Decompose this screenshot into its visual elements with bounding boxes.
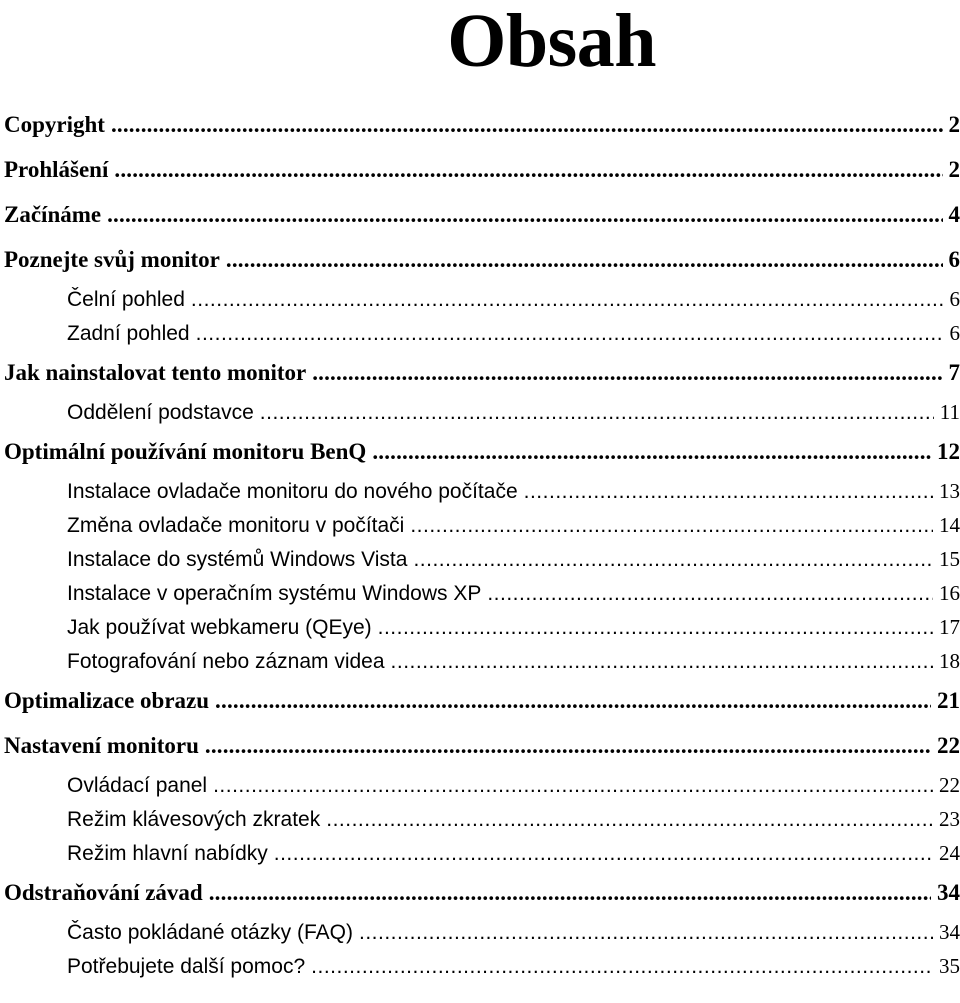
dot-leader [107,192,942,237]
toc-entry-page: 13 [939,479,960,503]
toc-entry-dalsi-pomoc[interactable] [4,949,960,983]
dot-leader [111,102,943,147]
toc-entry-label: Režim klávesových zkratek [67,808,321,831]
dot-leader [359,916,933,949]
dot-leader [413,543,933,576]
toc-entry-optimalni-pouzivani[interactable] [4,429,960,474]
dot-leader [326,803,933,836]
toc-entry-page: 7 [948,360,960,385]
toc-entry-label: Jak nainstalovat tento monitor [4,360,307,385]
toc-entry-page: 6 [949,287,960,311]
dot-leader [260,396,934,429]
toc-entry-label: Potřebujete další pomoc? [67,955,306,978]
toc-entry-page: 22 [937,733,960,758]
toc-entry-page: 12 [937,439,960,464]
dot-leader [226,237,943,282]
toc-entry-label: Optimální používání monitoru BenQ [4,439,367,464]
toc-entry-zadni-pohled[interactable] [4,316,960,350]
toc-entry-zmena-ovladace[interactable] [4,508,960,542]
toc-entry-rezim-nabidky[interactable] [4,836,960,870]
toc-entry-page: 21 [937,688,960,713]
toc-entry-page: 4 [948,202,960,227]
toc-entry-page: 6 [948,247,960,272]
toc-entry-label: Režim hlavní nabídky [67,842,268,865]
toc-entry-label: Často pokládané otázky (FAQ) [67,921,353,944]
toc-entry-label: Fotografování nebo záznam videa [67,650,385,673]
toc-entry-windows-xp[interactable] [4,576,960,610]
toc-entry-label: Nastavení monitoru [4,733,199,758]
toc-entry-celni-pohled[interactable] [4,282,960,316]
dot-leader [114,147,942,192]
toc-entry-label: Poznejte svůj monitor [4,247,220,272]
toc-entry-page: 6 [949,321,960,345]
toc-entry-fotografovani[interactable] [4,644,960,678]
dot-leader [391,645,933,678]
toc-entry-windows-vista[interactable] [4,542,960,576]
toc-entry-label: Jak používat webkameru (QEye) [67,616,372,639]
toc-entry-label: Ovládací panel [67,774,208,797]
dot-leader [191,283,944,316]
dot-leader [274,837,933,870]
toc-entry-faq[interactable] [4,915,960,949]
dot-leader [213,769,933,802]
toc-entry-page: 17 [939,615,960,639]
toc-entry-label: Instalace do systémů Windows Vista [67,548,408,571]
dot-leader [378,611,933,644]
dot-leader [215,678,931,723]
toc-entry-jak-nainstalovat[interactable] [4,350,960,395]
toc-entry-page: 34 [937,880,960,905]
toc-entry-odstranovani-zavad[interactable] [4,870,960,915]
toc-entry-label: Instalace ovladače monitoru do nového počítače [67,480,518,503]
table-of-contents [4,102,960,983]
toc-entry-label: Čelní pohled [67,288,185,311]
toc-entry-page: 34 [939,920,960,944]
toc-entry-label: Začínáme [4,202,102,227]
toc-entry-instalace-noveho[interactable] [4,474,960,508]
toc-entry-label: Copyright [4,112,105,137]
toc-entry-page: 18 [939,649,960,673]
page-title: Obsah [447,0,656,83]
toc-entry-ovladaci-panel[interactable] [4,768,960,802]
toc-entry-copyright[interactable] [4,102,960,147]
dot-leader [312,350,942,395]
dot-leader [372,429,931,474]
dot-leader [410,509,933,542]
toc-entry-label: Zadní pohled [67,322,190,345]
dot-leader [524,475,933,508]
toc-entry-rezim-zkratek[interactable] [4,802,960,836]
toc-entry-page: 22 [939,773,960,797]
toc-entry-label: Oddělení podstavce [67,401,254,424]
dot-leader [487,577,933,610]
toc-entry-page: 2 [948,157,960,182]
toc-entry-page: 16 [939,581,960,605]
toc-entry-page: 2 [948,112,960,137]
toc-entry-nastaveni-monitoru[interactable] [4,723,960,768]
toc-entry-label: Prohlášení [4,157,109,182]
toc-entry-oddeleni-podstavce[interactable] [4,395,960,429]
toc-entry-label: Optimalizace obrazu [4,688,210,713]
toc-entry-label: Odstraňování závad [4,880,203,905]
toc-entry-poznejte-svuj-monitor[interactable] [4,237,960,282]
toc-entry-prohlaseni[interactable] [4,147,960,192]
dot-leader [209,870,931,915]
dot-leader [205,723,931,768]
dot-leader [311,950,933,983]
toc-entry-label: Změna ovladače monitoru v počítači [67,514,405,537]
toc-entry-page: 11 [939,400,960,424]
toc-entry-page: 14 [939,513,960,537]
toc-entry-page: 35 [939,954,960,978]
toc-entry-webkamera[interactable] [4,610,960,644]
dot-leader [196,317,944,350]
toc-entry-page: 15 [939,547,960,571]
toc-entry-zaciname[interactable] [4,192,960,237]
toc-entry-label: Instalace v operačním systému Windows XP [67,582,482,605]
toc-entry-page: 23 [939,807,960,831]
toc-entry-optimalizace-obrazu[interactable] [4,678,960,723]
toc-entry-page: 24 [939,841,960,865]
